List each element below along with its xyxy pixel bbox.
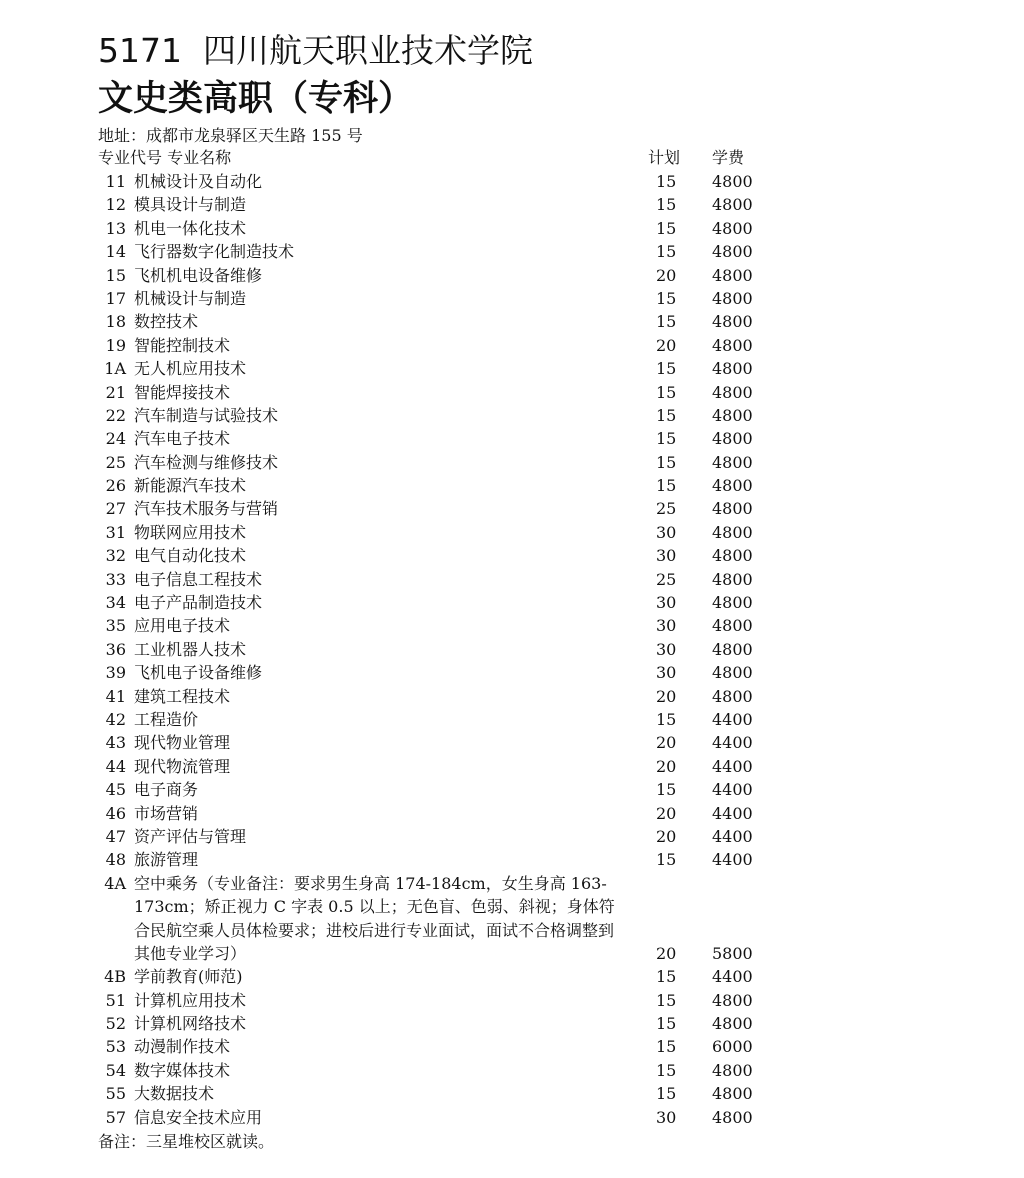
major-plan: 15 (656, 405, 677, 425)
table-row (98, 731, 798, 754)
major-code: 31 (105, 522, 126, 542)
major-fee: 4800 (712, 546, 753, 566)
major-plan: 15 (656, 195, 677, 215)
major-name: 汽车检测与维修技术 (134, 452, 279, 472)
major-plan: 15 (656, 476, 677, 496)
major-code: 47 (105, 826, 126, 846)
major-code: 52 (105, 1014, 126, 1034)
major-plan: 30 (656, 522, 677, 542)
major-plan: 15 (656, 172, 677, 191)
major-fee: 4800 (712, 218, 753, 238)
major-code: 25 (105, 452, 126, 472)
table-row (98, 661, 798, 684)
table-row (98, 544, 798, 567)
major-name: 数字媒体技术 (134, 1060, 231, 1080)
school-title (98, 30, 533, 72)
major-code: 32 (105, 546, 126, 566)
table-row (98, 568, 798, 591)
major-plan: 20 (656, 943, 677, 963)
major-code: 26 (105, 476, 126, 496)
major-code: 55 (105, 1084, 126, 1104)
major-fee: 4800 (712, 593, 753, 613)
major-fee: 4800 (712, 382, 753, 402)
major-code: 39 (105, 663, 126, 683)
major-fee: 4800 (712, 686, 753, 706)
header-fee: 学费 (712, 148, 745, 167)
major-fee: 4800 (712, 312, 753, 332)
major-code: 41 (105, 686, 126, 706)
major-fee: 4800 (712, 476, 753, 496)
major-fee: 4800 (712, 452, 753, 472)
major-name: 飞行器数字化制造技术 (134, 242, 295, 262)
table-row (98, 1012, 798, 1035)
table-row (98, 240, 798, 263)
major-code: 51 (105, 990, 126, 1010)
major-fee: 4400 (712, 826, 753, 846)
major-fee: 4800 (712, 242, 753, 262)
major-fee: 4800 (712, 1107, 753, 1127)
major-fee: 4400 (712, 850, 753, 870)
major-plan: 30 (656, 616, 677, 636)
major-code: 22 (105, 405, 126, 425)
major-plan: 30 (656, 639, 677, 659)
major-name: 汽车电子技术 (134, 429, 231, 449)
major-code: 43 (105, 733, 126, 753)
major-fee: 4800 (712, 616, 753, 636)
major-name: 电子产品制造技术 (134, 593, 263, 613)
major-code: 48 (105, 850, 126, 870)
table-row (98, 965, 798, 988)
footnote: 备注：三星堆校区就读。 (98, 1132, 275, 1151)
majors-table (98, 170, 798, 1129)
major-plan: 15 (656, 850, 677, 870)
major-name: 现代物业管理 (134, 733, 231, 753)
major-name: 模具设计与制造 (134, 195, 247, 215)
table-row (98, 755, 798, 778)
major-plan: 15 (656, 780, 677, 800)
school-code: 5171 (98, 31, 182, 70)
table-row (98, 591, 798, 614)
major-name: 电子信息工程技术 (134, 569, 263, 589)
major-code: 14 (105, 242, 126, 262)
major-name: 智能控制技术 (134, 335, 231, 355)
major-name: 应用电子技术 (134, 616, 231, 636)
major-fee: 4800 (712, 990, 753, 1010)
major-fee: 4800 (712, 429, 753, 449)
major-fee: 4800 (712, 195, 753, 215)
major-name: 空中乘务（专业备注：要求男生身高 174-184cm，女生身高 163-173cm；矫正视力 C 字表 0.5 以上；无色盲、色弱、斜视；身体符合民航空乘人员体检要求；进校后进行专业面试，面试不合格调整到其他专业学习） (134, 873, 615, 963)
major-plan: 15 (656, 709, 677, 729)
major-name: 旅游管理 (134, 850, 199, 870)
major-code: 45 (105, 780, 126, 800)
major-fee: 4400 (712, 967, 753, 987)
major-plan: 15 (656, 1084, 677, 1104)
major-fee: 6000 (712, 1037, 753, 1057)
major-code: 53 (105, 1037, 126, 1057)
header-code-name: 专业代号 专业名称 (98, 148, 232, 167)
major-name: 现代物流管理 (134, 756, 231, 776)
major-code: 18 (105, 312, 126, 332)
major-code: 13 (105, 218, 126, 238)
major-fee: 4800 (712, 359, 753, 379)
table-header (98, 146, 798, 169)
major-code: 19 (105, 335, 126, 355)
major-plan: 30 (656, 663, 677, 683)
major-code: 4A (104, 873, 126, 893)
major-code: 34 (105, 593, 126, 613)
category-title: 文史类高职（专科） (98, 79, 414, 119)
table-row (98, 685, 798, 708)
major-name: 飞机电子设备维修 (134, 663, 263, 683)
table-row (98, 778, 798, 801)
major-name: 数控技术 (134, 312, 199, 332)
major-plan: 15 (656, 1060, 677, 1080)
major-code: 1A (104, 359, 126, 379)
major-plan: 30 (656, 546, 677, 566)
table-row (98, 474, 798, 497)
table-row (98, 872, 798, 966)
major-name: 学前教育(师范) (134, 967, 243, 987)
major-name: 工业机器人技术 (134, 639, 247, 659)
major-fee: 4400 (712, 756, 753, 776)
major-code: 46 (105, 803, 126, 823)
major-fee: 4400 (712, 709, 753, 729)
major-plan: 20 (656, 733, 677, 753)
major-fee: 4400 (712, 780, 753, 800)
major-name: 机械设计及自动化 (134, 172, 263, 191)
major-fee: 4800 (712, 1060, 753, 1080)
major-plan: 15 (656, 452, 677, 472)
major-fee: 4800 (712, 663, 753, 683)
table-row (98, 1106, 798, 1129)
major-plan: 20 (656, 335, 677, 355)
major-fee: 4800 (712, 265, 753, 285)
major-fee: 4800 (712, 639, 753, 659)
table-row (98, 1059, 798, 1082)
major-name: 资产评估与管理 (134, 826, 247, 846)
major-plan: 25 (656, 499, 677, 519)
major-plan: 25 (656, 569, 677, 589)
major-name: 电子商务 (134, 780, 199, 800)
header-plan: 计划 (648, 148, 681, 167)
major-plan: 15 (656, 990, 677, 1010)
major-code: 21 (105, 382, 126, 402)
major-name: 汽车制造与试验技术 (134, 405, 279, 425)
table-row (98, 989, 798, 1012)
major-plan: 15 (656, 382, 677, 402)
major-fee: 4800 (712, 288, 753, 308)
major-fee: 4800 (712, 499, 753, 519)
major-name: 工程造价 (134, 709, 199, 729)
major-code: 15 (105, 265, 126, 285)
major-fee: 4400 (712, 733, 753, 753)
major-plan: 20 (656, 756, 677, 776)
major-code: 24 (105, 429, 126, 449)
major-code: 57 (105, 1107, 126, 1127)
table-row (98, 708, 798, 731)
table-row (98, 334, 798, 357)
major-name: 物联网应用技术 (134, 522, 247, 542)
table-row (98, 404, 798, 427)
table-row (98, 825, 798, 848)
major-fee: 4800 (712, 1084, 753, 1104)
table-row (98, 451, 798, 474)
major-name: 机电一体化技术 (134, 218, 247, 238)
table-row (98, 381, 798, 404)
major-code: 4B (104, 967, 126, 987)
major-name: 计算机应用技术 (134, 990, 247, 1010)
major-code: 12 (105, 195, 126, 215)
major-code: 33 (105, 569, 126, 589)
table-row (98, 193, 798, 216)
major-plan: 20 (656, 826, 677, 846)
major-name: 汽车技术服务与营销 (134, 499, 279, 519)
major-plan: 30 (656, 593, 677, 613)
major-plan: 15 (656, 312, 677, 332)
major-name: 飞机机电设备维修 (134, 265, 263, 285)
major-code: 17 (105, 288, 126, 308)
major-name: 新能源汽车技术 (134, 476, 247, 496)
major-fee: 4800 (712, 405, 753, 425)
major-fee: 4800 (712, 172, 753, 191)
table-row (98, 287, 798, 310)
major-code: 44 (105, 756, 126, 776)
major-plan: 15 (656, 1014, 677, 1034)
table-row (98, 217, 798, 240)
table-row (98, 614, 798, 637)
major-name: 动漫制作技术 (134, 1037, 231, 1057)
table-row (98, 1082, 798, 1105)
major-plan: 20 (656, 803, 677, 823)
major-name: 机械设计与制造 (134, 288, 247, 308)
major-fee: 4800 (712, 569, 753, 589)
table-row (98, 310, 798, 333)
major-fee: 4800 (712, 522, 753, 542)
major-name: 市场营销 (134, 803, 199, 823)
major-plan: 20 (656, 265, 677, 285)
major-code: 35 (105, 616, 126, 636)
major-plan: 15 (656, 218, 677, 238)
major-fee: 4400 (712, 803, 753, 823)
major-plan: 30 (656, 1107, 677, 1127)
major-code: 36 (105, 639, 126, 659)
table-row (98, 264, 798, 287)
major-fee: 4800 (712, 335, 753, 355)
table-row (98, 357, 798, 380)
table-row (98, 1035, 798, 1058)
major-code: 42 (105, 709, 126, 729)
major-plan: 15 (656, 359, 677, 379)
major-code: 11 (105, 172, 126, 191)
major-name: 计算机网络技术 (134, 1014, 247, 1034)
major-name: 建筑工程技术 (134, 686, 231, 706)
table-row (98, 638, 798, 661)
major-name: 无人机应用技术 (134, 359, 247, 379)
major-name: 信息安全技术应用 (134, 1107, 263, 1127)
table-row (98, 802, 798, 825)
major-plan: 15 (656, 429, 677, 449)
table-row (98, 497, 798, 520)
table-row (98, 170, 798, 193)
major-code: 54 (105, 1060, 126, 1080)
major-fee: 4800 (712, 1014, 753, 1034)
major-code: 27 (105, 499, 126, 519)
major-plan: 15 (656, 967, 677, 987)
major-name: 电气自动化技术 (134, 546, 247, 566)
major-plan: 15 (656, 288, 677, 308)
major-plan: 15 (656, 242, 677, 262)
table-row (98, 521, 798, 544)
school-name: 四川航天职业技术学院 (203, 31, 533, 70)
major-plan: 15 (656, 1037, 677, 1057)
major-fee: 5800 (712, 943, 753, 963)
table-row (98, 427, 798, 450)
major-name: 智能焊接技术 (134, 382, 231, 402)
major-plan: 20 (656, 686, 677, 706)
table-row (98, 848, 798, 871)
major-name: 大数据技术 (134, 1084, 215, 1104)
address: 地址：成都市龙泉驿区天生路 155 号 (98, 126, 363, 145)
